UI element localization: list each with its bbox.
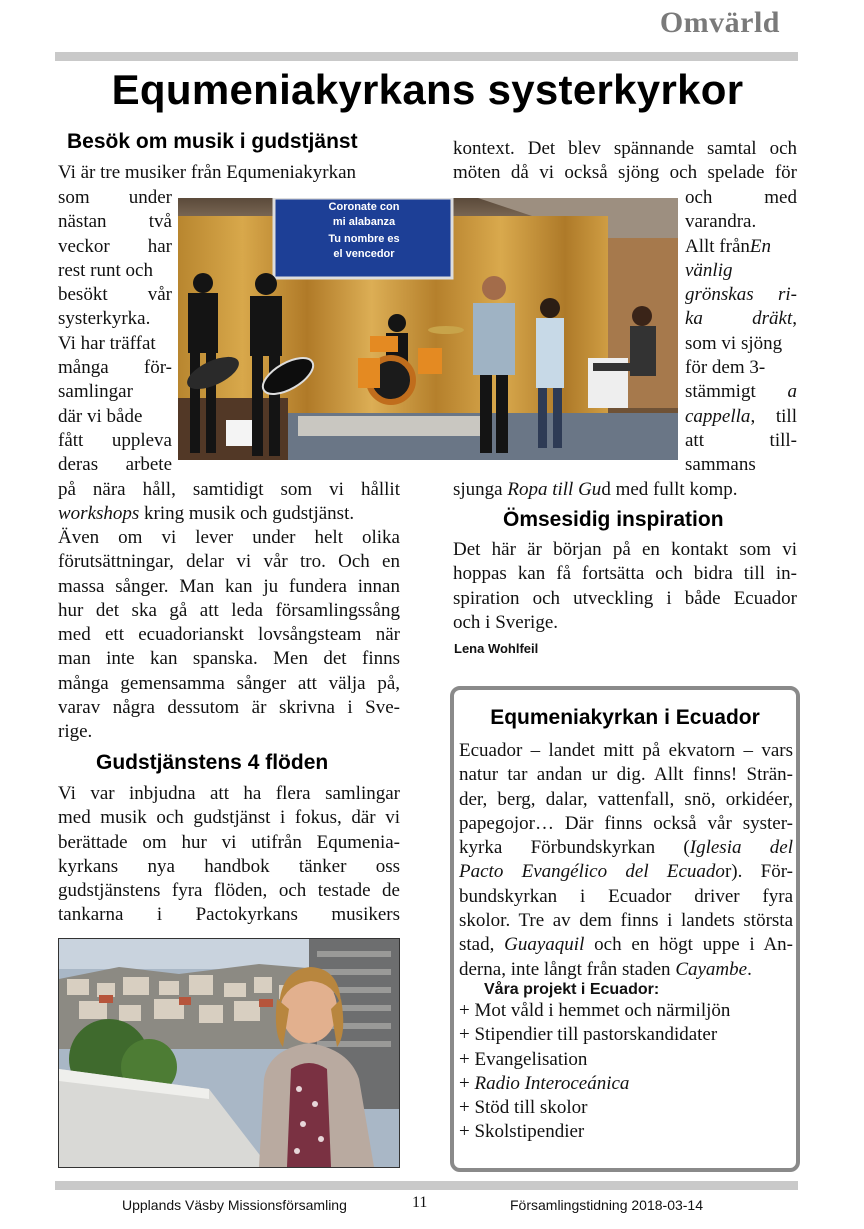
right-column-line: möten då vi också sjöng och spelade för — [453, 162, 797, 184]
wrap-word-suffix: , — [792, 308, 797, 330]
wrap-word — [685, 380, 756, 404]
footer-issue-date: Församlingstidning 2018-03-14 — [510, 1197, 703, 1213]
right-column-wrap-text — [685, 186, 797, 478]
wrap-line — [685, 283, 797, 307]
article1-line: rige. — [58, 721, 93, 743]
wrap-word: fått — [58, 429, 84, 451]
info-box-segment: papegojor… Där finns också vår syster- — [459, 812, 793, 834]
wrap-word — [685, 429, 704, 453]
wrap-line — [685, 210, 797, 234]
info-box-italic: Cayambe — [675, 958, 748, 980]
wrap-line — [685, 380, 797, 404]
wrap-line — [685, 259, 797, 283]
project-item — [459, 1096, 793, 1120]
wrap-word: under — [128, 187, 172, 208]
wrap-word-text: med — [764, 187, 797, 208]
info-box-line — [459, 933, 793, 957]
article1-paragraph-2 — [58, 526, 400, 745]
wrap-word — [685, 332, 782, 356]
wrap-word — [685, 356, 765, 380]
wrap-word-text: Allt från — [685, 235, 750, 257]
footer-parish: Upplands Väsby Missionsförsamling — [122, 1197, 347, 1213]
wrap-line — [685, 235, 797, 259]
wrap-word — [770, 429, 797, 453]
article2-line: berättade om hur vi utifrån Equmenia- — [58, 831, 400, 853]
wrap-word: rest runt och — [58, 259, 153, 281]
wrap-line — [58, 405, 172, 429]
wrap-word: veckor — [58, 235, 110, 257]
wrap-line — [58, 356, 172, 380]
article2-line: gudstjänstens fyra flöden, och testade de — [58, 880, 400, 902]
info-box-text — [459, 739, 793, 982]
screen-lyric-1: Coronate con — [328, 201, 400, 213]
wrap-line — [685, 307, 797, 331]
info-box-line — [459, 763, 793, 787]
wrap-line — [58, 453, 172, 477]
wrap-word-suffix: , — [750, 405, 756, 427]
wrap-word-text: a — [787, 381, 797, 403]
project-label: + — [459, 1072, 475, 1094]
projects-heading: Våra projekt i Ecuador: — [484, 981, 660, 998]
wrap-line — [58, 235, 172, 259]
article1-workshops-line — [58, 502, 400, 526]
info-box-segment: och en högt uppe i An- — [584, 934, 793, 956]
info-box-line — [459, 836, 793, 860]
song-title: Ropa till Gu — [507, 479, 602, 500]
info-box-segment: der, berg, dalar, vattenfall, snö, orkidéer, — [459, 788, 793, 810]
article-heading-inspiration: Ömsesidig inspiration — [503, 508, 724, 531]
article2-line: Vi var inbjudna att ha flera samlingar — [58, 783, 400, 804]
wrap-word — [776, 405, 797, 429]
info-box-segment: stad, — [459, 934, 505, 956]
info-box-segment: r). För- — [724, 861, 793, 883]
wrap-word: många — [58, 357, 109, 379]
band-photo-illustration — [178, 198, 678, 460]
project-label: + Evangelisation — [459, 1048, 588, 1070]
info-box-segment: . — [747, 958, 752, 980]
article1-line: med ett ecuadorianskt lovsångsteam när — [58, 624, 400, 646]
wrap-word — [685, 210, 756, 234]
wrap-line — [58, 429, 172, 453]
wrap-word — [752, 307, 797, 331]
article1-wrap-text — [58, 186, 172, 478]
info-box-line — [459, 909, 793, 933]
top-rule — [55, 52, 798, 61]
wrap-word — [685, 283, 754, 307]
closing-pre: sjunga — [453, 479, 508, 500]
article-heading-flows: Gudstjänstens 4 flöden — [96, 751, 329, 774]
wrap-word-text: som vi sjöng — [685, 332, 783, 354]
wrap-word: där vi både — [58, 405, 143, 427]
right-column-closing — [453, 478, 797, 502]
wrap-line — [685, 429, 797, 453]
project-item — [459, 1023, 793, 1047]
info-box-segment: Ecuador – landet mitt på ekvatorn – vars — [459, 740, 793, 761]
project-label: + Stipendier till pastorskandidater — [459, 1024, 718, 1046]
wrap-word-text: till — [775, 405, 797, 427]
author-photo-illustration — [59, 939, 399, 1167]
wrap-word-text: ri- — [778, 284, 797, 306]
wrap-word: för- — [143, 357, 172, 379]
info-box-segment: derna, inte långt från staden — [459, 958, 676, 980]
project-item — [459, 1120, 793, 1144]
wrap-word: Vi har träffat — [58, 332, 156, 354]
wrap-word: besökt — [58, 284, 108, 306]
info-box-line — [459, 812, 793, 836]
article3-line: spiration och utveckling i både Ecuador — [453, 587, 797, 609]
wrap-word — [750, 235, 771, 259]
article3-body — [453, 538, 797, 635]
wrap-line — [58, 307, 172, 331]
wrap-word: nästan — [58, 211, 107, 233]
project-label: + Stöd till skolor — [459, 1097, 588, 1119]
byline: Lena Wohlfeil — [454, 641, 539, 656]
info-box-ecuador — [450, 686, 800, 1172]
wrap-word-text: för dem 3- — [685, 357, 766, 379]
wrap-word-text: stämmigt — [685, 381, 756, 403]
wrap-word-text: grönskas — [685, 284, 754, 306]
wrap-line — [58, 332, 172, 356]
project-label: + Skolstipendier — [459, 1121, 585, 1143]
wrap-line — [685, 356, 797, 380]
wrap-word: uppleva — [111, 429, 172, 451]
wrap-word — [764, 186, 797, 210]
info-box-segment: natur tar andan ur dig. Allt finns! Strän- — [459, 764, 793, 786]
band-photo — [178, 198, 678, 460]
wrap-word — [788, 380, 798, 404]
wrap-word-text: En — [749, 235, 772, 257]
article3-line: och i Sverige. — [453, 611, 559, 633]
article3-line: Det här är början på en kontakt som vi — [453, 539, 797, 560]
wrap-word: vår — [147, 284, 172, 306]
section-label: Omvärld — [659, 6, 780, 39]
info-box-segment: skolor. Tre av dem finns i landets största — [459, 910, 793, 932]
wrap-line — [685, 453, 797, 477]
info-box-italic: Guayaquil — [504, 934, 585, 956]
article1-intro-line: Vi är tre musiker från Equmeniakyrkan — [58, 162, 356, 183]
wrap-line — [58, 283, 172, 307]
wrap-word-text: varandra. — [685, 211, 757, 233]
right-column-line: kontext. Det blev spännande samtal och — [453, 138, 797, 159]
wrap-word: två — [148, 211, 172, 233]
wrap-word: som — [58, 187, 90, 208]
wrap-word — [685, 453, 756, 477]
bottom-rule — [55, 1181, 798, 1190]
screen-lyric-4: el vencedor — [333, 248, 395, 260]
wrap-word-text: till- — [769, 429, 797, 451]
page-number: 11 — [412, 1194, 428, 1211]
article1-line: man inte kan spanska. Men det finns — [58, 648, 400, 670]
project-name-italic: Radio Interoceánica — [474, 1072, 630, 1094]
wrap-word-text: cappella — [685, 405, 751, 427]
article1-line: massa sånger. Man kan ju fundera innan — [58, 575, 400, 597]
wrap-line — [58, 259, 172, 283]
wrap-word-text: vänlig — [685, 259, 733, 281]
info-box-line — [459, 788, 793, 812]
wrap-word — [685, 259, 733, 283]
wrap-line — [58, 210, 172, 234]
screen-lyric-2: mi alabanza — [332, 216, 396, 228]
wrap-word — [685, 186, 712, 210]
info-box-segment: bundskyrkan i Ecuador driver fyra — [459, 885, 793, 907]
workshops-term: workshops — [58, 503, 140, 524]
wrap-line — [685, 186, 797, 210]
wrap-word: samlingar — [58, 381, 133, 403]
info-box-line — [459, 885, 793, 909]
wrap-line — [685, 405, 797, 429]
closing-post: d med fullt komp. — [601, 479, 738, 500]
info-box-line — [459, 739, 793, 763]
workshops-line-rest: kring musik och gudstjänst. — [139, 503, 355, 524]
wrap-word: har — [147, 235, 172, 257]
wrap-line — [685, 332, 797, 356]
article2-line: med musik och gudstjänst i fokus, där vi — [58, 807, 400, 829]
info-box-line — [459, 958, 793, 982]
wrap-word — [685, 235, 750, 259]
screen-lyric-3: Tu nombre es — [328, 233, 400, 245]
project-label: + Mot våld i hemmet och närmiljön — [459, 1000, 731, 1021]
right-column-top — [453, 137, 797, 186]
article1-line: många gemensamma sånger att välja på, — [58, 672, 400, 694]
info-box-line — [459, 860, 793, 884]
info-box-heading: Equmeniakyrkan i Ecuador — [490, 706, 760, 729]
projects-list — [459, 999, 793, 1145]
page-title: Equmeniakyrkans systerkyrkor — [111, 66, 744, 113]
project-item — [459, 999, 793, 1023]
wrap-word-text: ka — [685, 308, 703, 330]
wrap-line — [58, 380, 172, 404]
wrap-word: arbete — [125, 454, 172, 476]
wrap-word-text: och — [685, 187, 713, 208]
article1-line: varav några dessutom är skrivna i Sve- — [58, 697, 400, 719]
wrap-line — [58, 186, 172, 210]
article2-body — [58, 782, 400, 928]
article1-line: hur det ska gå att leda församlingssång — [58, 599, 400, 621]
article1-line: förutsättningar, delar vi vår tro. Och en — [58, 551, 400, 573]
article1-line-after-photo: på nära håll, samtidigt som vi hållit — [58, 479, 400, 500]
info-box-segment: kyrka Förbundskyrkan ( — [459, 837, 690, 859]
wrap-word: deras — [58, 454, 99, 476]
wrap-word-text: sammans — [685, 454, 756, 476]
project-item — [459, 1048, 793, 1072]
article1-line: Även om vi lever under helt olika — [58, 527, 400, 548]
author-photo — [58, 938, 400, 1168]
wrap-word — [778, 283, 797, 307]
wrap-word-text: dräkt — [752, 308, 793, 330]
info-box-italic: Pacto Evangélico del Ecuado — [459, 861, 725, 883]
wrap-word — [685, 307, 703, 331]
info-box-italic: Iglesia del — [689, 837, 793, 859]
wrap-word: systerkyrka. — [58, 308, 151, 330]
wrap-word — [685, 405, 755, 429]
article-heading-music: Besök om musik i gudstjänst — [67, 130, 358, 153]
article3-line: hoppas kan få fortsätta och bidra till in- — [453, 563, 797, 585]
article2-line: tankarna i Pactokyrkans musikers — [58, 904, 400, 926]
project-item — [459, 1072, 793, 1096]
article2-line: kyrkans nya handbok tänker oss — [58, 855, 400, 877]
wrap-word-text: att — [685, 429, 704, 451]
